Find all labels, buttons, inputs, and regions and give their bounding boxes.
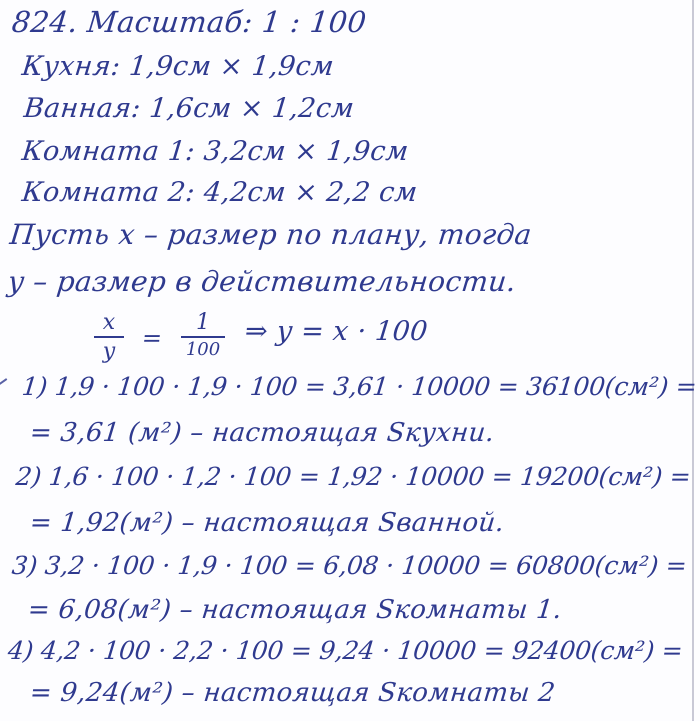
- step4-calculation: 4) 4,2 · 100 · 2,2 · 100 = 9,24 · 10000 = 92400(см²) =: [6, 636, 685, 665]
- problem-header: 824. Масштаб: 1 : 100: [10, 5, 369, 39]
- let-x-statement: Пусть x – размер по плану, тогда: [8, 218, 534, 251]
- step1-calculation: 1) 1,9 · 100 · 1,9 · 100 = 3,61 · 10000 = 36100(см²) =: [20, 372, 699, 401]
- let-y-statement: y – размер в действительности.: [6, 265, 518, 298]
- step3-result: = 6,08(м²) – настоящая Sкомнаты 1.: [26, 595, 564, 625]
- kitchen-dimensions: Кухня: 1,9см × 1,9см: [20, 51, 336, 82]
- step2-result: = 1,92(м²) – настоящая Sванной.: [28, 508, 506, 538]
- fraction-x-over-y: [92, 312, 126, 363]
- bathroom-dimensions: Ванная: 1,6см × 1,2см: [22, 93, 356, 124]
- fraction-1-over-100: [178, 312, 228, 359]
- fraction-1-numerator: 1: [196, 310, 210, 335]
- fraction-x-numerator: x: [102, 310, 116, 335]
- step2-calculation: 2) 1,6 · 100 · 1,2 · 100 = 1,92 · 10000 = 19200(см²) =: [14, 462, 693, 491]
- page-edge-line: [692, 0, 694, 721]
- fraction-y-denominator: y: [102, 339, 116, 364]
- step3-calculation: 3) 3,2 · 100 · 1,9 · 100 = 6,08 · 10000 = 60800(см²) =: [10, 551, 689, 580]
- fraction-equals-sign: =: [140, 324, 164, 352]
- step1-result: = 3,61 (м²) – настоящая Sкухни.: [28, 418, 496, 448]
- margin-tick: [0, 378, 7, 388]
- room1-dimensions: Комната 1: 3,2см × 1,9см: [20, 136, 411, 167]
- step4-result: = 9,24(м²) – настоящая Sкомнаты 2: [28, 678, 557, 708]
- room2-dimensions: Комната 2: 4,2см × 2,2 см: [20, 177, 419, 208]
- y-equals-x-times-100: ⇒ y = x · 100: [243, 316, 430, 347]
- fraction-100-denominator: 100: [185, 339, 221, 360]
